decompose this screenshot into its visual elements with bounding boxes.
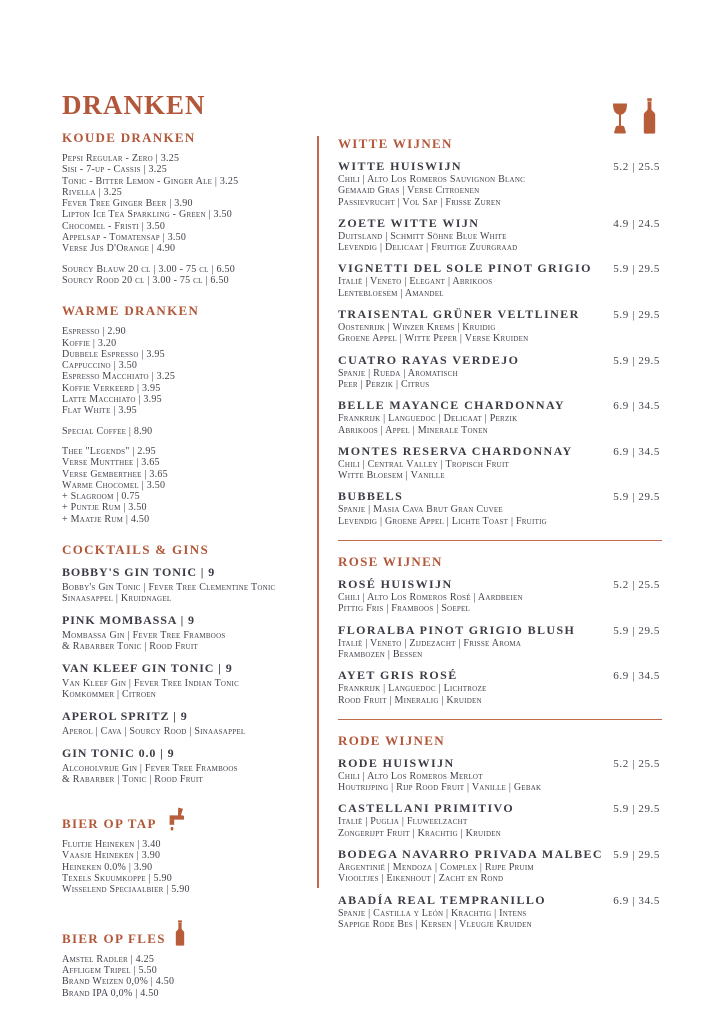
wine-item <box>338 489 662 527</box>
cocktail-description-line: Van Kleef Gin | Fever Tree Indian Tonic <box>62 677 240 689</box>
menu-item: Thee "Legends" | 2.95 <box>62 445 156 457</box>
wine-description-line: Lentebloesem | Amandel <box>338 287 444 299</box>
wine-price: 5.9 | 29.5 <box>613 803 660 816</box>
item-group <box>62 426 314 437</box>
wine-name-price-row <box>338 353 662 368</box>
menu-item: Brand IPA 0,0% | 4.50 <box>62 987 159 999</box>
cocktail-description <box>62 763 314 786</box>
wine-description-line: Oostenrijk | Winzer Krems | Kruidig <box>338 322 496 334</box>
wine-description-line: Italië | Veneto | Zijdezacht | Frisse Aroma <box>338 637 522 649</box>
wine-category-heading: WITTE WIJNEN <box>338 136 453 151</box>
menu-item: Warme Chocomel | 3.50 <box>62 479 166 491</box>
wine-description <box>338 638 662 661</box>
wine-name: RODE HUISWIJN <box>338 755 455 770</box>
menu-item: Sourcy Rood 20 cl | 3.00 - 75 cl | 6.50 <box>62 274 229 286</box>
wine-description <box>338 322 662 345</box>
wine-categories <box>338 136 662 930</box>
wine-description <box>338 504 662 527</box>
menu-item: Rivella | 3.25 <box>62 186 122 198</box>
wine-name-price-row <box>338 216 662 231</box>
cocktail-description-line: & Rabarber Tonic | Rood Fruit <box>62 640 199 652</box>
wine-item <box>338 159 662 208</box>
section-bier-op-tap <box>62 807 314 895</box>
section-heading-warme-dranken: WARME DRANKEN <box>62 303 200 319</box>
section-koude-dranken <box>62 130 314 286</box>
wine-description-line: Witte Bloesem | Vanille <box>338 470 445 482</box>
wine-description <box>338 413 662 436</box>
beer-bottle-icon <box>175 920 185 946</box>
wine-description <box>338 592 662 615</box>
menu-item: Tonic - Bitter Lemon - Ginger Ale | 3.25 <box>62 175 239 187</box>
wine-price: 5.9 | 29.5 <box>613 354 660 367</box>
wine-description <box>338 862 662 885</box>
cocktail-description-line: Alcoholvrije Gin | Fever Tree Framboos <box>62 762 238 774</box>
wine-name: MONTES RESERVA CHARDONNAY <box>338 443 573 458</box>
wine-description-line: Levendig | Delicaat | Fruitige Zuurgraad <box>338 242 518 254</box>
item-group <box>62 326 314 416</box>
wine-description-line: Houtrijping | Rijp Rood Fruit | Vanille | Gebak <box>338 782 542 794</box>
wine-description-line: Rood Fruit | Mineralig | Kruiden <box>338 694 482 706</box>
section-heading-bier-op-fles: BIER OP FLES <box>62 930 166 946</box>
section-warme-dranken <box>62 303 314 525</box>
menu-item: Sisi - 7-up - Cassis | 3.25 <box>62 164 168 176</box>
wine-item <box>338 353 662 391</box>
wine-description-line: Chili | Central Valley | Tropisch Fruit <box>338 458 510 470</box>
wine-list <box>338 577 662 706</box>
wine-list <box>338 159 662 527</box>
menu-item: + Puntje Rum | 3.50 <box>62 502 147 514</box>
wine-item <box>338 444 662 482</box>
wine-description <box>338 368 662 391</box>
wine-name: AYET GRIS ROSÉ <box>338 668 458 683</box>
wine-name: WITTE HUISWIJN <box>338 159 462 173</box>
wine-category-heading: RODE WIJNEN <box>338 732 445 748</box>
wine-item <box>338 307 662 345</box>
cocktail-item <box>62 746 314 785</box>
wine-description-line: Duitsland | Schmitt Söhne Blue White <box>338 230 507 242</box>
wine-item <box>338 577 662 615</box>
menu-item: Koffie Verkeerd | 3.95 <box>62 382 161 394</box>
wine-name-price-row <box>338 307 662 322</box>
wine-name-price-row <box>338 801 662 816</box>
wine-description <box>338 231 662 254</box>
koude-dranken-groups <box>62 153 314 286</box>
wine-description-line: Italië | Veneto | Elegant | Abrikoos <box>338 276 493 288</box>
wine-name-price-row <box>338 444 662 459</box>
cocktail-description-line: Aperol | Cava | Sourcy Rood | Sinaasappel <box>62 725 246 737</box>
menu-item: Latte Macchiato | 3.95 <box>62 394 162 406</box>
wine-description <box>338 276 662 299</box>
wine-name-price-row <box>338 489 662 504</box>
wine-price: 5.2 | 25.5 <box>613 579 660 592</box>
menu-item: Special Coffee | 8.90 <box>62 425 153 437</box>
menu-item: + Slagroom | 0.75 <box>62 491 140 503</box>
column-divider <box>317 136 319 888</box>
cocktail-description-line: & Rabarber | Tonic | Rood Fruit <box>62 773 204 785</box>
wine-price: 6.9 | 34.5 <box>613 400 660 413</box>
wine-name-price-row <box>338 623 662 638</box>
wine-description-line: Passievrucht | Vol Sap | Frisse Zuren <box>338 196 501 208</box>
wine-glass-icon <box>610 103 630 134</box>
cocktail-name: GIN TONIC 0.0 | 9 <box>62 746 175 761</box>
wine-description-line: Chili | Alto Los Romeros Sauvignon Blanc <box>338 174 526 185</box>
wine-description-line: Spanje | Rueda | Aromatisch <box>338 367 458 379</box>
section-heading-cocktails: COCKTAILS & GINS <box>62 542 209 558</box>
wine-price: 4.9 | 24.5 <box>613 217 660 230</box>
wine-price: 6.9 | 34.5 <box>613 670 660 683</box>
wine-description <box>338 771 662 794</box>
wine-name-price-row <box>338 577 662 592</box>
wine-description-line: Frankrijk | Languedoc | Delicaat | Perzik <box>338 413 518 425</box>
item-lines <box>62 326 314 416</box>
item-group <box>62 446 314 525</box>
wine-category-heading: ROSE WIJNEN <box>338 554 443 570</box>
cocktail-description-line: Sinaasappel | Kruidnagel <box>62 592 172 604</box>
wine-name: ROSÉ HUISWIJN <box>338 577 453 592</box>
wine-item <box>338 756 662 794</box>
wine-price: 5.9 | 29.5 <box>613 263 660 276</box>
beer-tap-icon <box>166 807 187 831</box>
cocktail-item <box>62 661 314 700</box>
menu-item: Brand Weizen 0,0% | 4.50 <box>62 976 175 988</box>
wine-name: ZOETE WITTE WIJN <box>338 215 480 230</box>
menu-item: Amstel Radler | 4.25 <box>62 953 155 965</box>
wine-name-price-row <box>338 756 662 771</box>
wine-description-line: Levendig | Groene Appel | Lichte Toast | Fruitig <box>338 515 547 527</box>
wine-item <box>338 261 662 299</box>
cocktail-description <box>62 678 314 701</box>
wine-name: ABADÍA REAL TEMPRANILLO <box>338 892 547 907</box>
wine-name: BUBBELS <box>338 489 404 504</box>
wine-name: BODEGA NAVARRO PRIVADA MALBEC <box>338 847 603 862</box>
cocktail-item <box>62 613 314 652</box>
cocktail-name: APEROL SPRITZ | 9 <box>62 709 188 724</box>
item-lines <box>62 153 314 255</box>
wine-description-line: Viooltjes | Eikenhout | Zacht en Rond <box>338 873 504 885</box>
menu-item: Verse Jus D'Orange | 4.90 <box>62 243 176 255</box>
wine-name: CASTELLANI PRIMITIVO <box>338 801 515 816</box>
wine-name: FLORALBA PINOT GRIGIO BLUSH <box>338 622 576 637</box>
wine-description-line: Sappige Rode Bes | Kersen | Vleugje Kruiden <box>338 918 532 930</box>
wine-name-price-row <box>338 668 662 683</box>
wine-bottle-icon <box>643 98 656 134</box>
wine-description-line: Zongerijpt Fruit | Krachtig | Kruiden <box>338 827 502 839</box>
wine-name-price-row <box>338 893 662 908</box>
item-lines <box>62 264 314 287</box>
wine-item <box>338 893 662 931</box>
menu-item: Dubbele Espresso | 3.95 <box>62 348 165 360</box>
item-group <box>62 153 314 255</box>
wine-price: 6.9 | 34.5 <box>613 445 660 458</box>
wine-description-line: Peer | Perzik | Citrus <box>338 378 430 390</box>
cocktail-name: VAN KLEEF GIN TONIC | 9 <box>62 661 233 676</box>
menu-item: Heineken 0.0% | 3.90 <box>62 861 153 873</box>
menu-item: Sourcy Blauw 20 cl | 3.00 - 75 cl | 6.50 <box>62 263 235 275</box>
wine-item <box>338 398 662 436</box>
section-cocktails-gins <box>62 542 314 785</box>
menu-item: Cappuccino | 3.50 <box>62 360 138 372</box>
item-lines <box>62 446 314 525</box>
wine-price: 5.9 | 29.5 <box>613 309 660 322</box>
menu-item: Espresso Macchiato | 3.25 <box>62 371 176 383</box>
cocktail-description <box>62 630 314 653</box>
menu-item: Texels Skuumkoppe | 5.90 <box>62 873 173 885</box>
menu-item: Verse Gemberthee | 3.65 <box>62 468 168 480</box>
menu-item: Lipton Ice Tea Sparkling - Green | 3.50 <box>62 209 233 221</box>
section-bier-op-fles <box>62 920 314 999</box>
wine-list <box>338 756 662 930</box>
item-lines <box>62 426 314 437</box>
menu-item: Pepsi Regular - Zero | 3.25 <box>62 153 180 164</box>
cocktail-name: PINK MOMBASSA | 9 <box>62 613 195 628</box>
cocktail-item <box>62 709 314 737</box>
wine-name-price-row <box>338 847 662 862</box>
cocktail-name: BOBBY'S GIN TONIC | 9 <box>62 565 216 580</box>
wine-category <box>338 540 662 706</box>
wine-description-line: Gemaaid Gras | Verse Citroenen <box>338 185 480 197</box>
wine-item <box>338 623 662 661</box>
wine-description-line: Spanje | Masia Cava Brut Gran Cuvee <box>338 504 503 516</box>
wine-description <box>338 174 662 208</box>
wine-price: 5.9 | 29.5 <box>613 849 660 862</box>
wine-category <box>338 136 662 527</box>
left-column <box>62 90 314 1016</box>
wine-price: 5.9 | 29.5 <box>613 491 660 504</box>
cocktail-list <box>62 565 314 785</box>
wine-serving-icons <box>610 98 656 134</box>
wine-description-line: Italië | Puglia | Fluweelzacht <box>338 816 468 828</box>
menu-item: + Maatje Rum | 4.50 <box>62 513 150 525</box>
cocktail-description-line: Mombassa Gin | Fever Tree Framboos <box>62 629 226 641</box>
menu-item: Espresso | 2.90 <box>62 326 126 338</box>
wine-description-line: Frambozen | Bessen <box>338 648 423 660</box>
warme-dranken-groups <box>62 326 314 525</box>
menu-item: Koffie | 3.20 <box>62 337 117 349</box>
wine-name: VIGNETTI DEL SOLE PINOT GRIGIO <box>338 261 592 276</box>
wine-name-price-row <box>338 159 662 174</box>
bier-op-tap-lines <box>62 839 314 895</box>
wine-description-line: Abrikoos | Appel | Minerale Tonen <box>338 424 488 436</box>
wine-description-line: Groene Appel | Witte Peper | Verse Kruiden <box>338 333 529 345</box>
wine-name-price-row <box>338 398 662 413</box>
cocktail-item <box>62 565 314 604</box>
wine-name: TRAISENTAL GRÜNER VELTLINER <box>338 307 580 322</box>
menu-item: Flat White | 3.95 <box>62 405 137 417</box>
wine-description-line: Pittig Fris | Framboos | Soepel <box>338 603 471 615</box>
menu-item: Appelsap - Tomatensap | 3.50 <box>62 232 187 244</box>
wine-description-line: Frankrijk | Languedoc | Lichtroze <box>338 683 487 695</box>
item-group <box>62 264 314 287</box>
section-heading-bier-op-tap: BIER OP TAP <box>62 816 157 832</box>
wine-description-line: Chili | Alto Los Romeros Rosé | Aardbeien <box>338 592 523 604</box>
wine-description <box>338 459 662 482</box>
wine-name-price-row <box>338 261 662 276</box>
menu-item: Fever Tree Ginger Beer | 3.90 <box>62 198 193 210</box>
cocktail-description-line: Bobby's Gin Tonic | Fever Tree Clementine Tonic <box>62 581 276 593</box>
wine-price: 5.9 | 29.5 <box>613 624 660 637</box>
wine-description-line: Spanje | Castilla y León | Krachtig | Intens <box>338 907 527 919</box>
bier-op-fles-lines <box>62 954 314 999</box>
menu-item: Fluitje Heineken | 3.40 <box>62 839 161 851</box>
wine-price: 5.2 | 25.5 <box>613 161 660 173</box>
wine-item <box>338 847 662 885</box>
cocktail-description <box>62 726 314 737</box>
menu-item: Verse Muntthee | 3.65 <box>62 457 160 469</box>
wine-description <box>338 683 662 706</box>
wine-name: CUATRO RAYAS VERDEJO <box>338 352 520 367</box>
menu-item: Wisselend Speciaalbier | 5.90 <box>62 884 190 896</box>
wine-item <box>338 216 662 254</box>
menu-item: Vaasje Heineken | 3.90 <box>62 850 161 862</box>
wine-item <box>338 668 662 706</box>
section-heading-koude-dranken: KOUDE DRANKEN <box>62 130 196 145</box>
wine-category <box>338 719 662 930</box>
wine-price: 5.2 | 25.5 <box>613 757 660 770</box>
wine-name: BELLE MAYANCE CHARDONNAY <box>338 398 565 413</box>
wine-description-line: Chili | Alto Los Romeros Merlot <box>338 770 483 782</box>
wine-description-line: Argentinië | Mendoza | Complex | Rijpe Pruim <box>338 862 534 874</box>
wine-description <box>338 908 662 931</box>
right-column <box>338 98 662 938</box>
menu-item: Affligem Tripel | 5.50 <box>62 964 158 976</box>
wine-description <box>338 816 662 839</box>
wine-price: 6.9 | 34.5 <box>613 894 660 907</box>
menu-item: Chocomel - Fristi | 3.50 <box>62 220 166 232</box>
wine-item <box>338 801 662 839</box>
page-title: DRANKEN <box>62 90 206 120</box>
cocktail-description-line: Komkommer | Citroen <box>62 689 157 700</box>
cocktail-description <box>62 582 314 605</box>
